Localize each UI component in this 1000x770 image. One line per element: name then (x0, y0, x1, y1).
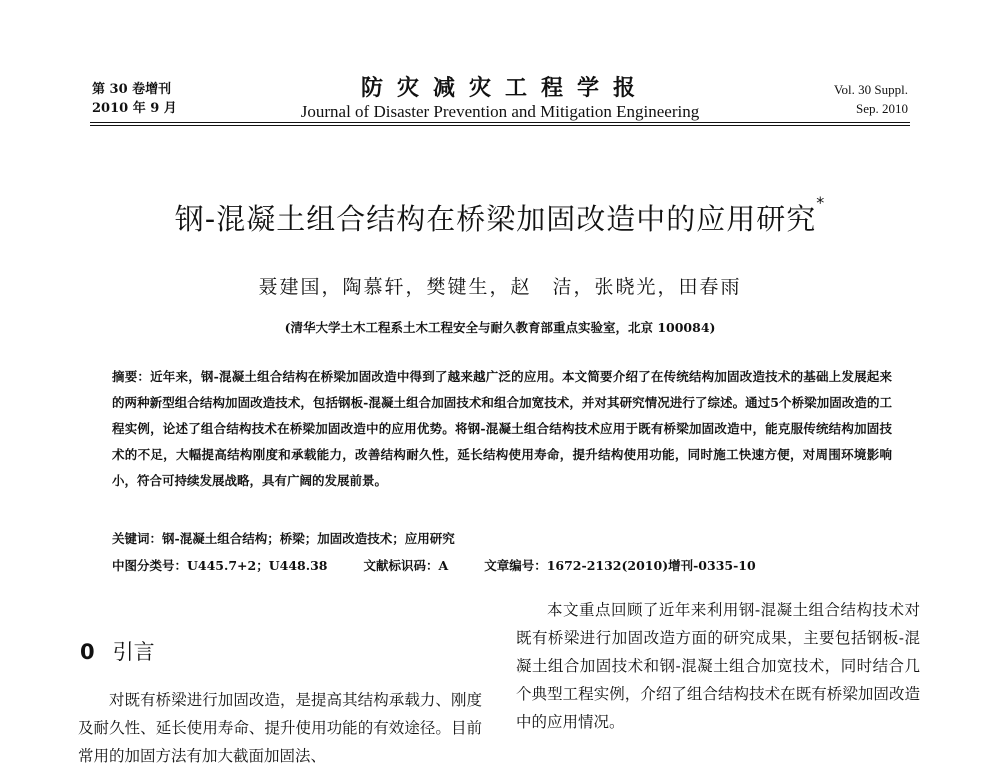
volume-en: Vol. 30 Suppl. (833, 82, 908, 97)
section-title: 引言 (112, 640, 155, 664)
article-no-label: 文章编号： (484, 558, 547, 573)
paper-authors: 聂建国，陶慕轩，樊键生，赵 洁，张晓光，田春雨 (258, 276, 742, 298)
header-rule-thick (90, 122, 910, 123)
classification-line (112, 556, 756, 574)
left-column (78, 686, 482, 770)
abstract (112, 364, 892, 494)
keywords-text: 钢-混凝土组合结构；桥梁；加固改造技术；应用研究 (162, 531, 455, 546)
abstract-label: 摘要： (112, 369, 151, 384)
right-column (516, 596, 920, 736)
doc-code-value: A (438, 558, 449, 573)
header-right (834, 80, 908, 118)
keywords (112, 529, 455, 547)
date-cn: 2010 年 9 月 (92, 101, 177, 116)
section-heading (80, 636, 155, 666)
doc-code-label: 文献标识码： (363, 558, 439, 573)
section-number: 0 (80, 640, 95, 664)
paper-title (0, 193, 1000, 238)
clc-value: U445.7+2；U448.38 (187, 558, 328, 573)
date-en: Sep. 2010 (856, 101, 908, 116)
volume-cn: 第 30 卷增刊 (92, 82, 172, 97)
abstract-text: 近年来，钢-混凝土组合结构在桥梁加固改造中得到了越来越广泛的应用。本文简要介绍了在传统结构加固改造技术的基础上发展起来的两种新型组合结构加固改造技术，包括钢板-混凝土组合加固技术和组合加宽技术，并对其研究情况进行了综述。通过5个桥梁加固改造的工程实例，论述了组合结构技术在桥梁加固改造中的应用优势。将钢-混凝土组合结构技术应用于既有桥梁加固改造中，能克服传统结构加固技术的不足，大幅提高结构刚度和承载能力，改善结构耐久性，延长结构使用寿命，提升结构使用功能，同时施工快速方便，对周围环境影响小，符合可持续发展战略，具有广阔的发展前景。 (112, 369, 892, 488)
right-paragraph: 本文重点回顾了近年来利用钢-混凝土组合结构技术对既有桥梁进行加固改造方面的研究成果，主要包括钢板-混凝土组合加固技术和钢-混凝土组合加宽技术，同时结合几个典型工程实例，介绍了组合结构技术在既有桥梁加固改造中的应用情况。 (516, 601, 920, 731)
paper-affiliation: (清华大学土木工程系土木工程安全与耐久教育部重点实验室，北京 100084) (284, 320, 716, 335)
journal-name-cn: 防灾减灾工程学报 (360, 75, 649, 101)
article-no-value: 1672-2132(2010)增刊-0335-10 (546, 558, 756, 573)
keywords-label: 关键词： (112, 531, 163, 546)
header-rule-thin (90, 125, 910, 126)
title-footnote-mark: * (816, 193, 826, 212)
left-paragraph: 对既有桥梁进行加固改造，是提高其结构承载力、刚度及耐久性、延长使用寿命、提升使用功能的有效途径。目前常用的加固方法有加大截面加固法、 (78, 691, 482, 765)
journal-name-en: Journal of Disaster Prevention and Mitigation Engineering (300, 102, 700, 121)
paper-title-text: 钢-混凝土组合结构在桥梁加固改造中的应用研究 (174, 202, 817, 236)
clc-label: 中图分类号： (112, 558, 188, 573)
